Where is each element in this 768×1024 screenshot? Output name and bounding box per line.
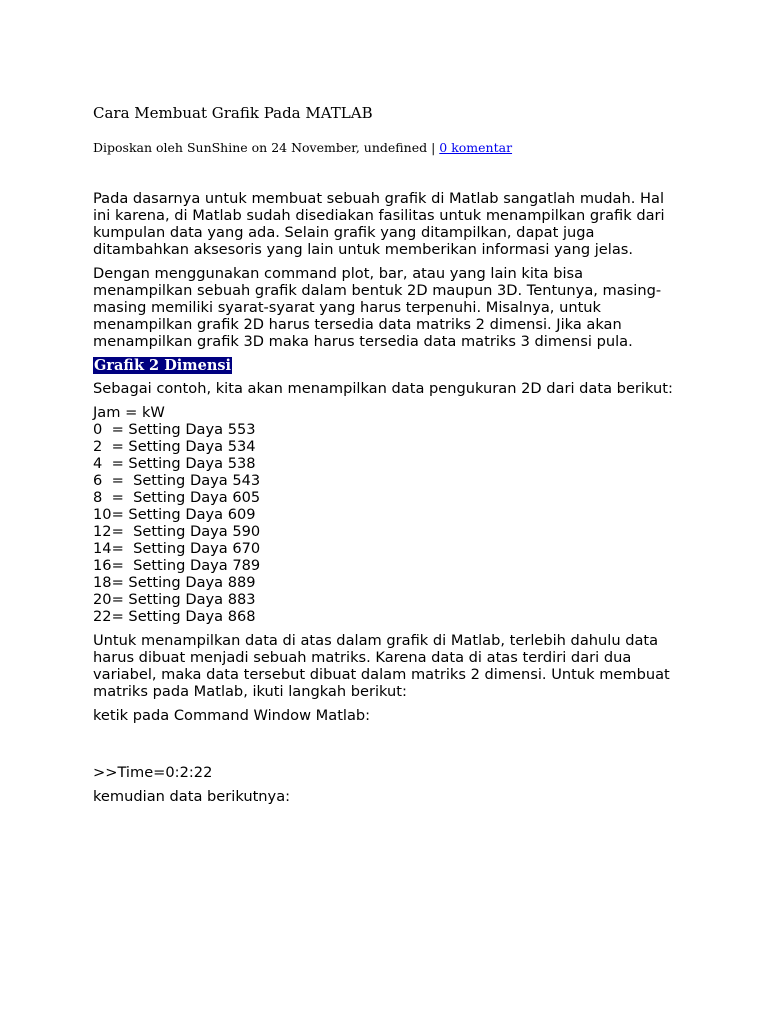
data-line: 12= Setting Daya 590 <box>93 523 261 540</box>
data-line: 8 = Setting Daya 605 <box>93 489 261 506</box>
data-line: 4 = Setting Daya 538 <box>93 455 256 472</box>
data-line: 16= Setting Daya 789 <box>93 557 261 574</box>
paragraph-next-data: kemudian data berikutnya: <box>93 788 291 805</box>
data-line: 10= Setting Daya 609 <box>93 506 256 523</box>
paragraph-commands: Dengan menggunakan command plot, bar, atau yang lain kita bisa menampilkan sebuah grafik dalam bentuk 2D maupun 3D. Tentunya, masing-masing memiliki syarat-syarat yang harus terpenuhi. Misalnya, untuk menampilkan grafik 2D harus tersedia data matriks 2 dimensi. Jika akan menampilkan grafik 3D maka harus tersedia data matriks 3 dimensi pula. <box>93 265 662 350</box>
data-line: 6 = Setting Daya 543 <box>93 472 261 489</box>
data-list <box>93 404 683 625</box>
post-meta-text: Diposkan oleh SunShine on 24 November, undefined | <box>93 140 440 155</box>
data-line: 20= Setting Daya 883 <box>93 591 256 608</box>
blank-spacer <box>93 731 683 764</box>
code-line: >>Time=0:2:22 <box>93 764 213 781</box>
post-meta <box>93 140 512 155</box>
data-line: 2 = Setting Daya 534 <box>93 438 256 455</box>
post-body <box>93 190 683 812</box>
data-line: Jam = kW <box>93 404 165 421</box>
data-line: 0 = Setting Daya 553 <box>93 421 256 438</box>
data-line: 18= Setting Daya 889 <box>93 574 256 591</box>
paragraph-intro: Pada dasarnya untuk membuat sebuah grafik di Matlab sangatlah mudah. Hal ini karena, di Matlab sudah disediakan fasilitas untuk menampilkan grafik dari kumpulan data yang ada. Selain grafik yang ditampilkan, dapat juga ditambahkan aksesoris yang lain untuk memberikan informasi yang jelas. <box>93 190 665 258</box>
comments-link[interactable]: 0 komentar <box>439 140 513 155</box>
data-line: 14= Setting Daya 670 <box>93 540 261 557</box>
paragraph-matrix: Untuk menampilkan data di atas dalam grafik di Matlab, terlebih dahulu data harus dibuat menjadi sebuah matriks. Karena data di atas terdiri dari dua variabel, maka data tersebut dibuat dalam matriks 2 dimensi. Untuk membuat matriks pada Matlab, ikuti langkah berikut: <box>93 632 670 700</box>
post-title: Cara Membuat Grafik Pada MATLAB <box>93 104 373 122</box>
paragraph-example: Sebagai contoh, kita akan menampilkan data pengukuran 2D dari data berikut: <box>93 380 673 397</box>
paragraph-command-window: ketik pada Command Window Matlab: <box>93 707 371 724</box>
section-heading: Grafik 2 Dimensi <box>94 357 232 374</box>
data-line: 22= Setting Daya 868 <box>93 608 256 625</box>
